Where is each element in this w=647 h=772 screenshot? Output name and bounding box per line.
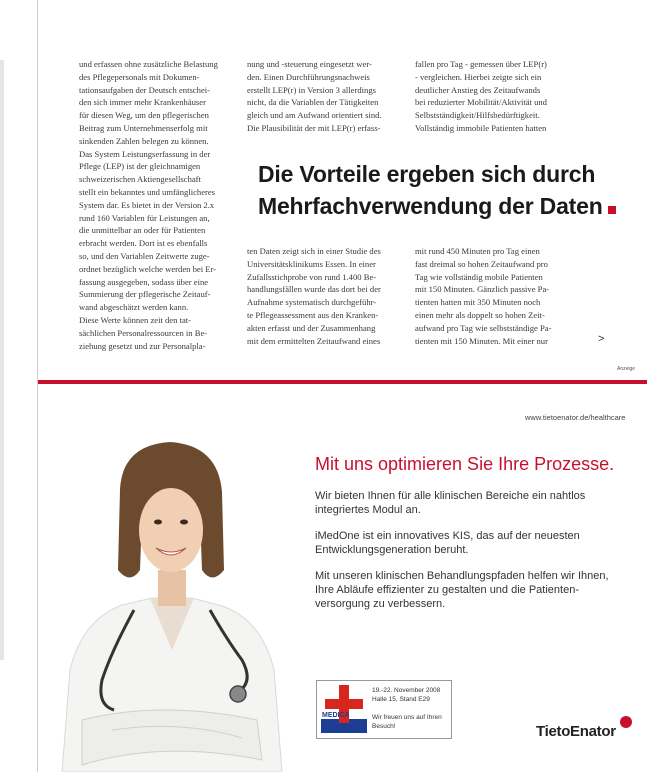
- article-text-line: deutlicher Anstieg des Zeitaufwands: [415, 84, 541, 95]
- article-text-line: Die Plausibilität der mit LEP(r) erfass-: [247, 122, 381, 133]
- medica-text-line: Halle 15, Stand E29: [372, 696, 430, 703]
- article-text-line: System dar. Es bietet in der Version 2.x: [79, 199, 215, 210]
- article-text-line: des Pflegepersonals mit Dokumen-: [79, 71, 200, 82]
- ad-text-line: integriertes Modul an.: [315, 504, 421, 516]
- brand-mark-icon: [620, 716, 632, 728]
- article-text-line: mit rund 450 Minuten pro Tag einen: [415, 246, 540, 256]
- article-text-line: Aufnahme systematisch durchgeführ-: [247, 297, 377, 308]
- article-text-line: Diese Werte können zeit den tat-: [79, 314, 192, 325]
- article-text-line: Beitrag zum Unternehmenserfolg mit: [79, 122, 208, 133]
- doctor-photo: [42, 420, 292, 772]
- article-text-line: tienten hatten mit 350 Minuten noch: [415, 297, 541, 308]
- article-text-line: mit dem ermittelten Zeitaufwand eines: [247, 335, 381, 346]
- article-text-line: te Pflegeassessment aus den Kranken-: [247, 309, 379, 320]
- gutter-shadow: [0, 60, 4, 660]
- ad-paragraph: [315, 489, 630, 517]
- ad-url-link[interactable]: www.tietoenator.de/healthcare: [525, 413, 626, 422]
- ad-body: [315, 489, 630, 623]
- article-text-line: den sich immer mehr Krankenhäuser: [79, 97, 206, 108]
- article-text-line: gleich und am Aufwand orientiert sind.: [247, 110, 382, 121]
- article-text-line: schweizerischen Aktiengesellschaft: [79, 174, 201, 185]
- article-text-line: akten erfasst und der Zusammenhang: [247, 322, 376, 333]
- article-column-2: [247, 58, 405, 135]
- ad-paragraph: [315, 569, 630, 611]
- article-column-3-lower: [415, 245, 577, 347]
- article-text-line: ten Daten zeigt sich in einer Studie des: [247, 246, 381, 256]
- ad-divider: [38, 380, 647, 384]
- article-text-line: Selbstständigkeit/Hilfsbedürftigkeit.: [415, 110, 540, 121]
- page-edge: [37, 0, 38, 772]
- ad-paragraph: [315, 529, 630, 557]
- article-text-line: sinkenden Zahlen belegen zu können.: [79, 135, 209, 146]
- ad-text-line: versorgung zu verbessern.: [315, 598, 446, 610]
- continue-arrow-icon: >: [598, 333, 605, 345]
- article-text-line: aufwand pro Tag wie selbstständige Pa-: [415, 322, 552, 333]
- article-text-line: so, und den Variablen Zeitwerte zuge-: [79, 250, 210, 261]
- headline-line-1: Die Vorteile ergeben sich durch: [258, 161, 596, 187]
- medica-text-line: Wir freuen uns auf Ihren: [372, 714, 442, 721]
- article-text-line: nicht, da die Variablen der Tätigkeiten: [247, 97, 379, 108]
- brand-logo: TietoEnator: [536, 723, 616, 740]
- article-text-line: Pflege (LEP) ist der gleichnamigen: [79, 161, 201, 172]
- ad-headline: Mit uns optimieren Sie Ihre Prozesse.: [315, 454, 615, 474]
- ad-label: Anzeige: [617, 366, 636, 372]
- article-text-line: rund 160 Variablen für Leistungen an,: [79, 212, 210, 223]
- medica-badge: [316, 680, 452, 739]
- article-text-line: erstellt LEP(r) in Version 3 allerdings: [247, 84, 376, 95]
- article-text-line: handlungsfällen wurde das dort bei der: [247, 284, 381, 295]
- article-text-line: ordnet bezüglich welche werden bei Er-: [79, 263, 217, 274]
- article-text-line: nung und -steuerung eingesetzt wer-: [247, 59, 372, 69]
- medica-details: [372, 686, 442, 731]
- article-text-line: Tag wie vollständig mobile Patienten: [415, 271, 543, 282]
- ad-text-line: Ihre Abläufe effizienter zu gestalten und die Patienten-: [315, 584, 579, 596]
- article-text-line: stellt ein bekanntes und umfänglicheres: [79, 186, 216, 197]
- article-text-line: sächlichen Personalressourcen in Be-: [79, 327, 208, 338]
- ad-text-line: Mit unseren klinischen Behandlungspfaden helfen wir Ihnen,: [315, 570, 609, 582]
- medica-text-line: 19.-22. November 2008: [372, 687, 441, 694]
- medica-logo-icon: [321, 685, 367, 733]
- medica-text-line: [372, 704, 442, 713]
- article-text-line: - vergleichen. Hierbei zeigte sich ein: [415, 71, 542, 82]
- article-text-line: fallen pro Tag - gemessen über LEP(r): [415, 59, 547, 69]
- article-text-line: fassung ausgegeben, sodass über eine: [79, 276, 209, 287]
- article-text-line: Zufallsstichprobe von rund 1.400 Be-: [247, 271, 377, 282]
- article-text-line: fast dreimal so hohen Zeitaufwand pro: [415, 258, 548, 269]
- article-text-line: Vollständig immobile Patienten hatten: [415, 122, 547, 133]
- article-text-line: Das System Leistungserfassung in der: [79, 148, 211, 159]
- article-text-line: Summierung der pflegerische Zeitauf-: [79, 289, 211, 300]
- article-text-line: einen mehr als doppelt so hohen Zeit-: [415, 309, 545, 320]
- medica-logo-text: MEDICA: [322, 712, 350, 719]
- ad-text-line: iMedOne ist ein innovatives KIS, das auf der neuesten: [315, 530, 580, 542]
- article-text-line: den. Einen Durchführungsnachweis: [247, 71, 370, 82]
- article-text-line: mit 150 Minuten. Gänzlich passive Pa-: [415, 284, 550, 295]
- article-text-line: wand abgeschätzt werden kann.: [79, 302, 189, 313]
- end-square-icon: [608, 206, 616, 214]
- article-text-line: die unmittelbar an oder für Patienten: [79, 225, 206, 236]
- article-text-line: ziehung gesetzt und zur Personalpla-: [79, 340, 206, 351]
- article-text-line: und erfassen ohne zusätzliche Belastung: [79, 59, 218, 69]
- article-column-3: [415, 58, 577, 135]
- article-text-line: bei reduzierter Mobilität/Aktivität und: [415, 97, 547, 108]
- ad-text-line: Entwicklungsgeneration beruht.: [315, 544, 469, 556]
- article-column-1: [79, 58, 239, 352]
- headline-line-2: Mehrfachverwendung der Daten: [258, 190, 638, 222]
- article-text-line: Universitätsklinikums Essen. In einer: [247, 258, 376, 269]
- article-column-2-lower: [247, 245, 405, 347]
- article-text-line: erbracht werden. Dort ist es ebenfalls: [79, 238, 208, 249]
- ad-text-line: Wir bieten Ihnen für alle klinischen Bereiche ein nahtlos: [315, 490, 586, 502]
- article-text-line: tationsaufgaben der Deutsch entschei-: [79, 84, 211, 95]
- medica-text-line: Besuch!: [372, 723, 396, 730]
- article-text-line: für diesen Weg, um den pflegerischen: [79, 110, 209, 121]
- article-text-line: tienten mit 150 Minuten. Mit einer nur: [415, 335, 548, 346]
- article-subheadline: [258, 158, 638, 222]
